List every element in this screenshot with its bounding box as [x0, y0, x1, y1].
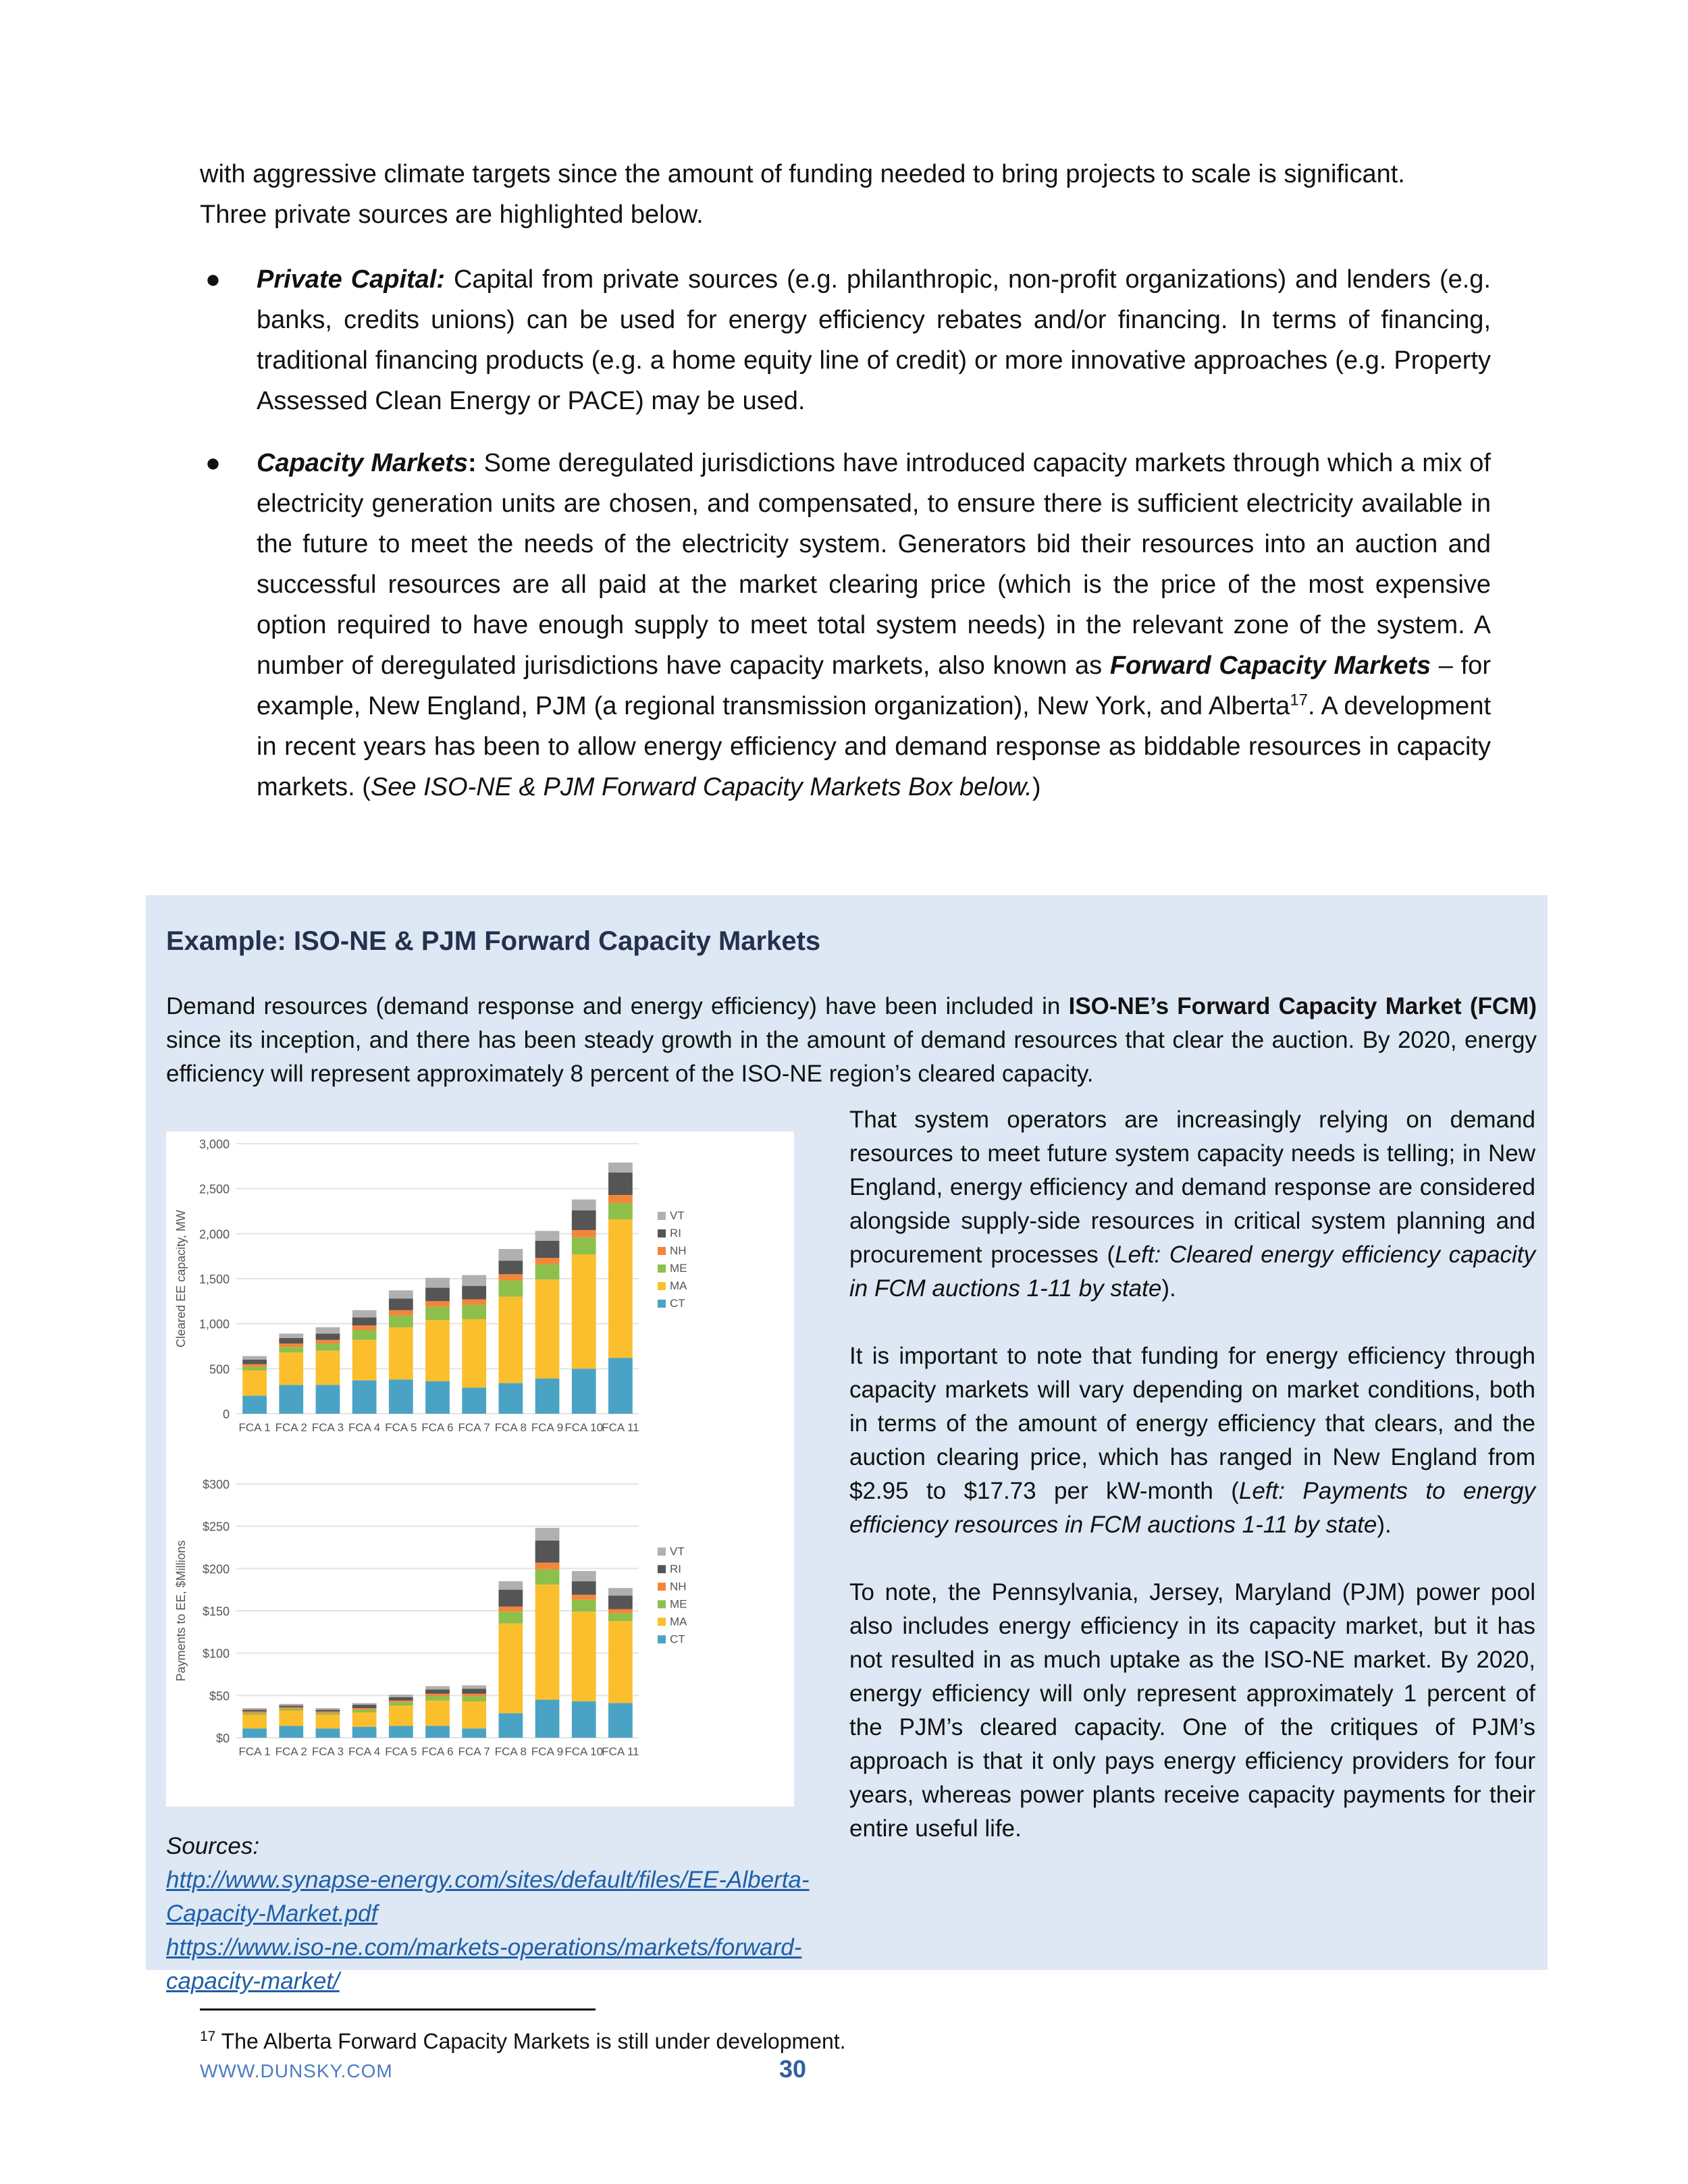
bar-segment-nh: [462, 1300, 486, 1305]
bar-segment-nh: [389, 1701, 413, 1703]
bar-segment-me: [572, 1237, 596, 1254]
bar-segment-vt: [389, 1695, 413, 1697]
bar-segment-ma: [535, 1279, 560, 1379]
box-para-bold: ISO-NE’s Forward Capacity Market (FCM): [1068, 993, 1537, 1019]
intro-line-2: Three private sources are highlighted below.: [200, 201, 704, 229]
legend-swatch-me: [658, 1264, 666, 1273]
y-axis-label: Payments to EE, $Millions: [174, 1540, 188, 1682]
bar-segment-nh: [535, 1563, 560, 1570]
side-paragraph-3: To note, the Pennsylvania, Jersey, Maryland (PJM) power pool also includes energy efficiency in its capacity market, but it has not resulted in as much uptake as the ISO-NE market. By 2020, energy efficiency will only represent approximately 1 percent of the PJM’s cleared capacity. One of the critiques of PJM’s approach is that it only pays energy efficiency providers for four years, whereas power plants receive capacity payments for their entire useful life.: [849, 1579, 1535, 1842]
bar-segment-ma: [352, 1712, 377, 1726]
bullet-dot-icon: ●: [205, 265, 221, 294]
bar-segment-nh: [572, 1230, 596, 1237]
bar-segment-ma: [279, 1711, 303, 1726]
x-tick-label: FCA 11: [602, 1421, 639, 1434]
x-tick-label: FCA 2: [275, 1745, 307, 1758]
bar-segment-ri: [389, 1298, 413, 1310]
legend-label: CT: [670, 1297, 685, 1310]
example-side-text: [849, 1103, 1535, 1880]
x-tick-label: FCA 4: [348, 1421, 381, 1434]
y-tick-label: 2,000: [199, 1227, 230, 1242]
bar-segment-nh: [352, 1708, 377, 1710]
x-tick-label: FCA 10: [564, 1421, 604, 1434]
bar-segment-ma: [462, 1319, 486, 1387]
bar-segment-ri: [608, 1595, 633, 1609]
bar-segment-me: [316, 1713, 340, 1715]
x-tick-label: FCA 1: [238, 1745, 271, 1758]
see-box-reference: See ISO-NE & PJM Forward Capacity Markets Box below.: [370, 773, 1032, 801]
legend-swatch-ri: [658, 1229, 666, 1237]
bar-segment-vt: [352, 1703, 377, 1705]
legend-swatch-ri: [658, 1565, 666, 1573]
legend-label: NH: [670, 1244, 687, 1257]
source-link-iso-ne[interactable]: https://www.iso-ne.com/markets-operations/markets/forward-capacity-market/: [166, 1934, 802, 1994]
x-tick-label: FCA 1: [238, 1421, 271, 1434]
x-tick-label: FCA 3: [311, 1421, 344, 1434]
bar-segment-me: [608, 1203, 633, 1219]
legend-label: MA: [670, 1279, 687, 1292]
bar-segment-nh: [279, 1343, 303, 1347]
bar-segment-vt: [316, 1327, 340, 1333]
bar-segment-ri: [352, 1705, 377, 1708]
bar-segment-nh: [498, 1607, 523, 1612]
chart-2: [174, 1478, 687, 1758]
bar-segment-me: [608, 1614, 633, 1621]
bar-segment-vt: [462, 1685, 486, 1688]
bar-segment-nh: [242, 1364, 267, 1367]
bar-segment-ri: [462, 1286, 486, 1300]
bar-segment-vt: [425, 1278, 450, 1288]
y-tick-label: $250: [202, 1520, 230, 1534]
bar-segment-me: [425, 1306, 450, 1320]
bar-segment-ct: [572, 1368, 596, 1414]
bar-segment-me: [242, 1713, 267, 1715]
y-tick-label: $200: [202, 1562, 230, 1576]
bar-segment-ri: [425, 1690, 450, 1694]
x-tick-label: FCA 10: [564, 1745, 604, 1758]
example-box-paragraph: [166, 990, 1537, 1091]
bar-segment-ct: [279, 1726, 303, 1738]
bullet-dot-icon: ●: [205, 449, 221, 477]
bar-segment-ri: [608, 1173, 633, 1195]
x-tick-label: FCA 5: [385, 1745, 417, 1758]
bar-segment-ct: [316, 1728, 340, 1738]
bar-segment-ma: [498, 1624, 523, 1713]
legend-label: VT: [670, 1545, 685, 1558]
bar-segment-vt: [572, 1200, 596, 1210]
bar-segment-ri: [572, 1581, 596, 1595]
x-tick-label: FCA 4: [348, 1745, 381, 1758]
legend-label: RI: [670, 1562, 681, 1576]
bar-segment-me: [535, 1570, 560, 1585]
bar-segment-me: [389, 1702, 413, 1705]
legend-swatch-vt: [658, 1547, 666, 1555]
bullet-text: [257, 443, 1491, 807]
bar-segment-me: [316, 1343, 340, 1351]
bar-segment-me: [352, 1330, 377, 1340]
side2-italic: Left: Payments to energy efficiency resources in FCM auctions 1-11 by state: [849, 1478, 1535, 1538]
y-axis-label: Cleared EE capacity, MW: [174, 1210, 188, 1348]
side2-a: It is important to note that funding for energy efficiency through capacity markets will vary depending on market conditions, both in terms of the amount of energy efficiency that clears, and the auction clearing price, which has ranged in New England from $2.95 to $17.73 per kW-month (: [849, 1343, 1535, 1504]
bar-segment-ma: [425, 1701, 450, 1726]
bar-segment-ct: [572, 1701, 596, 1738]
legend-label: VT: [670, 1209, 685, 1222]
bar-segment-nh: [279, 1707, 303, 1709]
bar-segment-nh: [608, 1609, 633, 1613]
fcm-charts: [166, 1131, 794, 1807]
legend-swatch-ct: [658, 1300, 666, 1308]
bar-segment-nh: [352, 1325, 377, 1330]
bar-segment-nh: [425, 1694, 450, 1697]
x-tick-label: FCA 2: [275, 1421, 307, 1434]
bar-segment-vt: [498, 1581, 523, 1590]
bar-segment-me: [279, 1347, 303, 1352]
x-tick-label: FCA 11: [602, 1745, 639, 1758]
y-tick-label: 2,500: [199, 1182, 230, 1196]
bar-segment-me: [498, 1612, 523, 1624]
bar-segment-ma: [425, 1320, 450, 1381]
bar-segment-ct: [498, 1713, 523, 1738]
bar-segment-ma: [279, 1352, 303, 1385]
bullet-body-b: – for example, New England, PJM (a regional transmission organization), New York, and Alberta: [257, 651, 1491, 720]
bar-segment-ma: [498, 1297, 523, 1383]
forward-capacity-term: Forward Capacity Markets: [1109, 651, 1431, 680]
footnote: [200, 2022, 846, 2056]
bullet-lead: Capacity Markets: [257, 449, 468, 477]
bar-segment-ma: [572, 1612, 596, 1701]
bar-segment-nh: [425, 1301, 450, 1306]
legend-swatch-ma: [658, 1618, 666, 1626]
bar-segment-ri: [572, 1210, 596, 1230]
bar-segment-ct: [535, 1700, 560, 1738]
bar-segment-ma: [242, 1715, 267, 1728]
footer-url[interactable]: WWW.DUNSKY.COM: [200, 2060, 393, 2081]
bar-segment-ma: [242, 1370, 267, 1395]
x-tick-label: FCA 8: [494, 1421, 527, 1434]
source-link-synapse[interactable]: http://www.synapse-energy.com/sites/default/files/EE-Alberta-Capacity-Market.pdf: [166, 1867, 810, 1927]
bar-segment-ma: [352, 1340, 377, 1381]
bar-segment-vt: [572, 1571, 596, 1581]
bar-segment-me: [242, 1367, 267, 1370]
bar-segment-vt: [316, 1708, 340, 1710]
side1-b: ).: [1161, 1275, 1176, 1302]
x-tick-label: FCA 3: [311, 1745, 344, 1758]
legend-swatch-nh: [658, 1582, 666, 1591]
bar-segment-ma: [316, 1715, 340, 1728]
x-tick-label: FCA 9: [531, 1745, 564, 1758]
bar-segment-me: [425, 1697, 450, 1701]
bar-segment-ct: [279, 1385, 303, 1414]
bar-segment-me: [535, 1264, 560, 1280]
bullet-text: [257, 259, 1491, 421]
bar-segment-ct: [535, 1379, 560, 1414]
example-box-title: Example: ISO-NE & PJM Forward Capacity Markets: [166, 926, 821, 956]
bar-segment-ri: [352, 1317, 377, 1325]
bar-segment-ri: [242, 1710, 267, 1712]
bar-segment-vt: [608, 1588, 633, 1595]
bar-segment-me: [279, 1709, 303, 1711]
legend-label: MA: [670, 1615, 687, 1628]
bar-segment-vt: [608, 1163, 633, 1173]
bar-segment-ct: [389, 1726, 413, 1738]
bar-segment-vt: [425, 1686, 450, 1690]
bar-segment-ri: [498, 1260, 523, 1274]
bullet-close: ): [1032, 773, 1041, 801]
bar-segment-nh: [498, 1274, 523, 1280]
y-tick-label: $0: [215, 1732, 230, 1745]
bar-segment-ri: [535, 1541, 560, 1563]
bar-segment-ma: [316, 1351, 340, 1385]
bar-segment-ri: [425, 1287, 450, 1301]
side-paragraph-1: [849, 1103, 1535, 1306]
side2-b: ).: [1377, 1512, 1392, 1538]
x-tick-label: FCA 6: [421, 1421, 454, 1434]
x-tick-label: FCA 7: [458, 1745, 490, 1758]
side1-a: That system operators are increasingly relying on demand resources to meet future system capacity needs is telling; in New England, energy efficiency and demand response are considered alongside supply-side resources in critical system planning and procurement processes (: [849, 1107, 1535, 1268]
y-tick-label: 3,000: [199, 1138, 230, 1151]
bar-segment-vt: [242, 1708, 267, 1710]
bar-segment-nh: [572, 1595, 596, 1600]
bar-segment-nh: [462, 1694, 486, 1697]
box-para-b: since its inception, and there has been steady growth in the amount of demand resources that clear the auction. By 2020, energy efficiency will represent approximately 8 percent of the ISO-NE region’s cleared capacity.: [166, 1027, 1537, 1087]
box-para-a: Demand resources (demand response and energy efficiency) have been included in: [166, 993, 1069, 1019]
bar-segment-ma: [608, 1219, 633, 1358]
bar-segment-ma: [389, 1705, 413, 1726]
bar-segment-ri: [279, 1338, 303, 1343]
bar-segment-me: [352, 1710, 377, 1713]
bar-segment-ri: [389, 1697, 413, 1701]
x-tick-label: FCA 6: [421, 1745, 454, 1758]
bar-segment-nh: [608, 1195, 633, 1203]
bar-segment-vt: [462, 1275, 486, 1286]
bullet-private-capital: [200, 259, 1491, 421]
bar-segment-vt: [279, 1333, 303, 1338]
footnote-text: The Alberta Forward Capacity Markets is still under development.: [215, 2029, 846, 2054]
bar-segment-vt: [389, 1290, 413, 1298]
page-number: 30: [779, 2055, 807, 2083]
intro-line-1: with aggressive climate targets since the amount of funding needed to bring projects to scale is significant.: [200, 160, 1405, 188]
bar-segment-ct: [242, 1395, 267, 1414]
bar-segment-ct: [608, 1703, 633, 1738]
bar-segment-vt: [352, 1310, 377, 1318]
bullet-body: Capital from private sources (e.g. philanthropic, non-profit organizations) and lenders (e.g. banks, credits unions) can be used for energy efficiency rebates and/or financing. In terms of financing, traditional financing products (e.g. a home equity line of credit) or more innovative approaches (e.g. Property Assessed Clean Energy or PACE) may be used.: [257, 265, 1491, 415]
bar-segment-ma: [389, 1327, 413, 1379]
bar-segment-ct: [389, 1379, 413, 1414]
side-paragraph-2: [849, 1339, 1535, 1542]
bar-segment-ct: [498, 1383, 523, 1414]
bar-segment-vt: [279, 1704, 303, 1706]
bullet-body-c: . A development in recent years has been to allow energy efficiency and demand response as biddable resources in capacity markets. (: [257, 692, 1492, 801]
legend-label: ME: [670, 1597, 687, 1611]
bar-segment-ri: [462, 1688, 486, 1694]
bar-segment-ct: [462, 1387, 486, 1414]
bar-segment-me: [389, 1316, 413, 1327]
bar-segment-ri: [279, 1705, 303, 1707]
legend-label: NH: [670, 1580, 687, 1593]
x-tick-label: FCA 9: [531, 1421, 564, 1434]
bar-segment-vt: [535, 1231, 560, 1241]
legend-swatch-me: [658, 1600, 666, 1608]
bar-segment-me: [572, 1600, 596, 1612]
legend-swatch-vt: [658, 1212, 666, 1220]
bar-segment-ri: [498, 1590, 523, 1607]
y-tick-label: 1,000: [199, 1317, 230, 1331]
bar-segment-nh: [316, 1711, 340, 1713]
sources-block: [166, 1830, 882, 1998]
bar-segment-ma: [572, 1254, 596, 1368]
bar-segment-vt: [498, 1249, 523, 1260]
y-tick-label: $50: [209, 1689, 230, 1703]
bar-segment-ct: [352, 1381, 377, 1414]
footnote-divider: [200, 2008, 596, 2010]
bar-segment-ma: [608, 1621, 633, 1703]
bar-segment-ct: [352, 1727, 377, 1738]
bar-segment-ri: [242, 1360, 267, 1364]
bar-segment-ct: [242, 1728, 267, 1738]
x-tick-label: FCA 8: [494, 1745, 527, 1758]
chart-1: [174, 1138, 687, 1434]
legend-label: ME: [670, 1262, 687, 1275]
legend-swatch-nh: [658, 1247, 666, 1255]
bar-segment-ct: [425, 1726, 450, 1738]
x-tick-label: FCA 5: [385, 1421, 417, 1434]
bar-segment-vt: [242, 1356, 267, 1360]
bar-segment-me: [498, 1281, 523, 1297]
legend-label: CT: [670, 1632, 685, 1646]
legend-label: RI: [670, 1227, 681, 1240]
charts-panel: [166, 1131, 794, 1807]
bar-segment-ri: [535, 1241, 560, 1258]
bar-segment-ri: [316, 1710, 340, 1712]
y-tick-label: 0: [222, 1408, 230, 1421]
bar-segment-ri: [316, 1333, 340, 1339]
footnote-number: 17: [200, 2029, 216, 2044]
bullet-body-a: Some deregulated jurisdictions have introduced capacity markets through which a mix of electricity generation units are chosen, and compensated, to ensure there is sufficient electricity available in the future to meet the needs of the electricity system. Generators bid their resources into an auction and successful resources are all paid at the market clearing price (which is the price of the most expensive option required to have enough supply to meet total system needs) in the relevant zone of the system. A number of deregulated jurisdictions have capacity markets, also known as: [257, 449, 1491, 680]
footnote-ref[interactable]: 17: [1290, 691, 1309, 710]
intro-paragraph: [200, 154, 1491, 235]
bar-segment-nh: [535, 1258, 560, 1264]
sources-label: Sources:: [166, 1833, 260, 1859]
bar-segment-ct: [316, 1385, 340, 1414]
bar-segment-nh: [316, 1340, 340, 1343]
y-tick-label: 1,500: [199, 1273, 230, 1286]
bar-segment-nh: [389, 1310, 413, 1316]
bar-segment-vt: [535, 1528, 560, 1541]
bar-segment-ct: [608, 1358, 633, 1414]
bar-segment-ct: [425, 1381, 450, 1414]
bar-segment-me: [462, 1305, 486, 1319]
side1-italic: Left: Cleared energy efficiency capacity in FCM auctions 1-11 by state: [849, 1242, 1535, 1302]
legend-swatch-ct: [658, 1635, 666, 1643]
bar-segment-ma: [535, 1584, 560, 1699]
legend-swatch-ma: [658, 1282, 666, 1290]
x-tick-label: FCA 7: [458, 1421, 490, 1434]
bar-segment-ma: [462, 1701, 486, 1728]
y-tick-label: 500: [209, 1362, 230, 1377]
bullet-lead: Private Capital:: [257, 265, 446, 294]
bar-segment-nh: [242, 1711, 267, 1713]
y-tick-label: $100: [202, 1647, 230, 1661]
y-tick-label: $150: [202, 1605, 230, 1618]
y-tick-label: $300: [202, 1478, 230, 1491]
bullet-capacity-markets: [200, 443, 1491, 848]
bar-segment-me: [462, 1697, 486, 1702]
bullet-lead-colon: :: [468, 449, 477, 477]
bar-segment-ct: [462, 1728, 486, 1738]
